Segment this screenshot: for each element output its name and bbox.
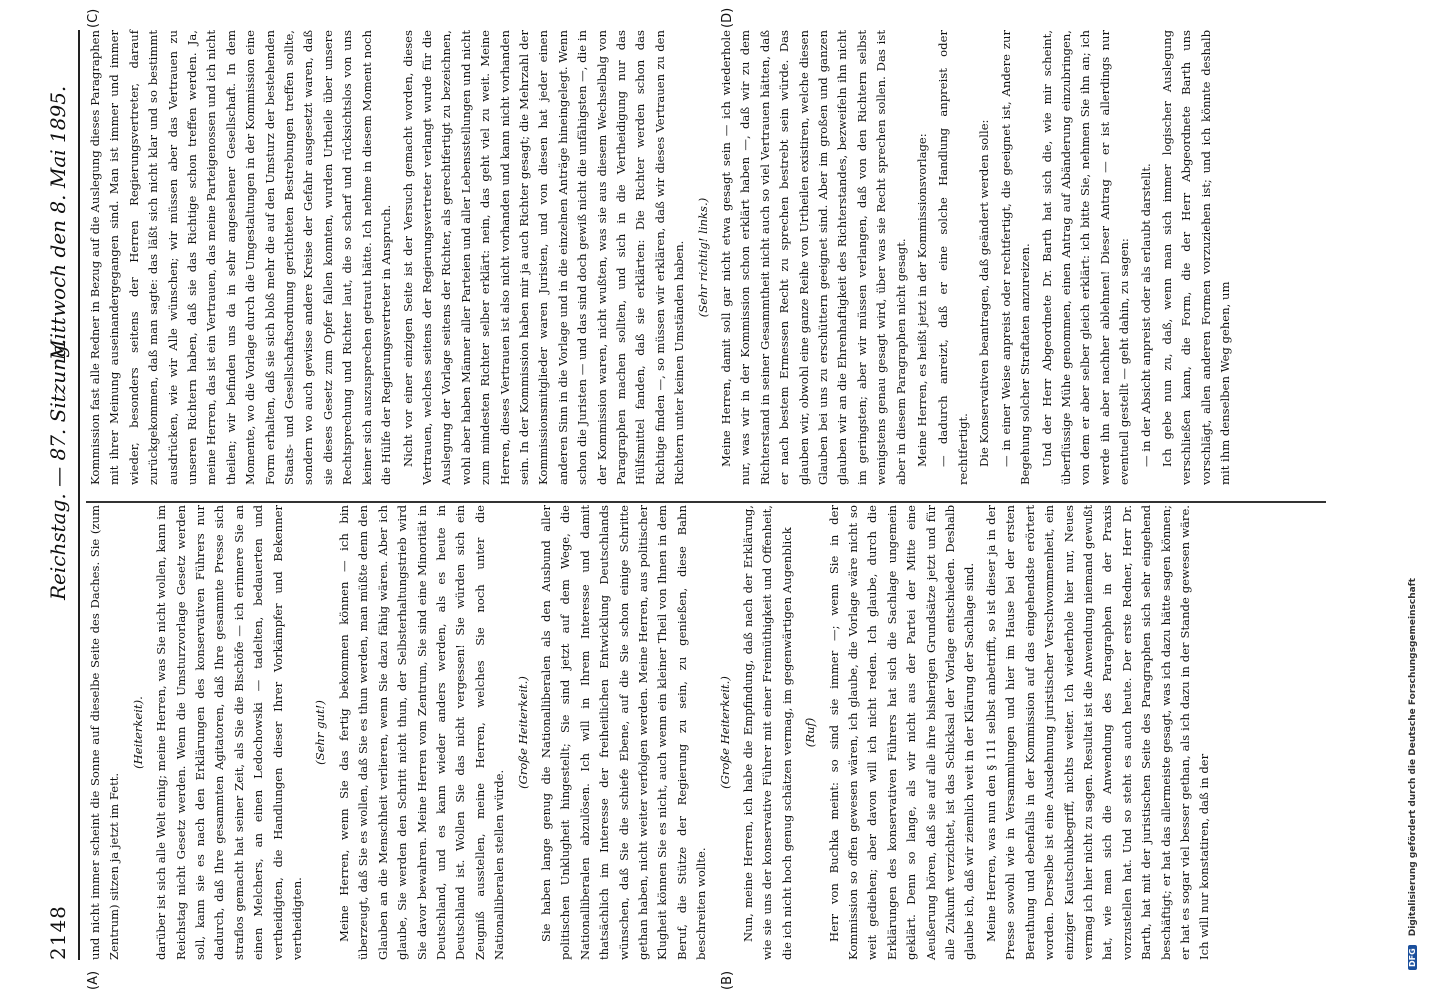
paragraph: darüber ist sich alle Welt einig; meine Herren, was Sie nicht wollen, kann im Reichstag nicht Gesetz werden. Wenn die Umsturzvorlage Gesetz werden soll, kann sie es nach den Erklärungen des konservativen Führers nur dadurch, daß Ihre gesammten Agitatoren, daß Ihre gesammte Presse sich straflos gemacht hat seiner Zeit, als Sie die Bischöfe — ich erinnere Sie an einen Melchers, an einen Ledochowski — tadelten, bedauerten und vertheidigten, die Handlungen dieser Ihrer Vorkämpfer und Bekenner vertheidigten.: [154, 505, 305, 960]
page-number: 2148: [46, 905, 70, 960]
paragraph: Meine Herren, was nun den § 111 selbst anbetrifft, so ist dieser ja in der Presse sowohl wie in Versammlungen und hier im Hause bei der ersten Berathung und ebenfalls in der Kommission auf das eingehendste erörtert worden. Derselbe ist eine Ausdehnung juristischer Verschwommenheit, ein einziger Kautschukbegriff, nichts weiter. Ich wiederhole hier nur, Neues vermag ich hier nicht zu sagen. Resultat ist die Anwendung niemand gewußt hat, wie man sich die Anwendung des Paragraphen in der Praxis vorzustellen hat. Und so steht es auch heute. Der erste Redner, Herr Dr. Barth, hat mit der juristischen Seite des Paragraphen sich sehr eingehend beschäftigt; er hat das allermeiste gesagt, was ich dazu hätte sagen können; er hat es sogar viel besser gethan, als ich dazu in der Stande gewesen wäre. Ich will nur konstatiren, daß in der: [983, 505, 1212, 960]
margin-letter-b: (B): [720, 970, 735, 990]
paragraph: Meine Herren, es heißt jetzt in der Kommissionsvorlage:: [915, 133, 930, 467]
interjection: (Ruf): [803, 717, 818, 748]
paragraph: Meine Herren, damit soll gar nicht etwa gesagt sein — ich wiederhole nur, was wir in der Kommission schon erklärt haben —, daß wir zu dem Richterstand in seiner Gesammtheit nicht auch so viel Vertrauen hätten, daß er nach bestem Ermessen Recht zu sprechen bestrebt sein würde. Das glauben wir, obwohl eine ganze Reihe von Urtheilen existiren, welche diesen Glauben bei uns zu erschüttern geeignet sind. Aber im großen und ganzen glauben wir an die Ehrenhaftigkeit des Richterstandes, bezweifeln ihn nicht im geringsten; aber wir müssen verlangen, daß von den Richtern selbst wenigstens genau gesagt wird, über was sie Recht sprechen sollen. Das ist aber in diesem Paragraphen nicht gesagt.: [719, 30, 908, 485]
interjection: (Heiterkeit).: [130, 696, 145, 769]
paragraph: Kommission fast alle Redner in Bezug auf die Auslegung dieses Paragraphen mit ihrer Meinung auseinandergegangen sind. Man ist immer und immer wieder, besonders seitens der Herren Regierungsvertreter, darauf zurückgekommen, daß man sagte: das läßt sich nicht klar und so bestimmt ausdrücken, wie wir Alle wünschen; wir müssen aber das Vertrauen zu unseren Richtern haben, daß sie das Richtige schon treffen werden. Ja, meine Herren, das ist ein Vertrauen, das meine Parteigenossen und ich nicht theilen; wir befinden uns da in sehr angesehener Gesellschaft. In dem Momente, wo die Vorlage durch die Umgestaltungen in der Kommission eine Form erhalten, daß sie sich bloß mehr die auf den Umsturz der bestehenden Staats- und Gesellschaftsordnung gerichteten Bestrebungen treffen sollte, sondern wo auch gewisse andere Kreise der Gefahr ausgesetzt waren, daß sie dieses Gesetz zum Opfer fallen konnten, wurden Urtheile über unsere Rechtsprechung und Richter laut, die so scharf und rücksichtslos von uns keiner sich auszusprechen getraut hätte. Ich nehme in diesem Moment noch die Hülfe der Regierungsvertreter in Anspruch.: [88, 30, 394, 485]
interjection: (Große Heiterkeit.): [717, 676, 732, 789]
quote: — in einer Weise anpreist oder rechtfertigt, die geeignet ist, Andere zur Begehung solcher Straftaten anzureizen.: [998, 30, 1033, 485]
digitization-credit: [1408, 30, 1424, 970]
column-divider: [86, 501, 1326, 503]
header-rule: [78, 30, 80, 960]
margin-letter-d: (D): [720, 7, 735, 28]
interjection: (Sehr gut!): [313, 700, 328, 765]
session-date: Mittwoch den 8. Mai 1895.: [46, 85, 70, 360]
quote: — dadurch anreizt, daß er eine solche Handlung anpreist oder rechtfertigt.: [936, 30, 970, 485]
paragraph: Herr von Buchka meint: so sind sie immer —; wenn Sie in der Kommission so offen gewesen wären, ich glaube, die Vorlage wäre nicht so weit gediehen; aber davon will ich nicht reden. Ich glaube, durch die Erklärungen des konservativen Führers hat sich die Sachlage ungemein geklärt. Denn so lange, als wir nicht aus der Partei der Mitte eine Aeußerung hören, daß sie auf alle ihre bisherigen Grundsätze jetzt und für alle Zukunft verzichtet, ist das Schicksal der Vorlage entschieden. Deshalb glaube ich, daß wir ziemlich weit in der Klärung der Sachlage sind.: [826, 505, 977, 960]
quote: — in der Absicht anpreist oder als erlaubt darstellt.: [1138, 163, 1153, 467]
interjection: (Große Heiterkeit.): [515, 676, 530, 789]
paragraph: Und der Herr Abgeordnete Dr. Barth hat sich die, wie mir scheint, überflüssige Mühe genommen, einen Antrag auf Abänderung einzubringen, von dem er aber selber gleich erklärt: ich bitte Sie, nehmen Sie ihn an; ich werde ihn aber nachher ablehnen! Dieser Antrag — er ist allerdings nur eventuell gestellt — geht dahin, zu sagen:: [1039, 30, 1132, 485]
paragraph: Sie haben lange genug die Nationalliberalen als den Ausbund aller politischen Unklugheit hingestellt; Sie sind jetzt auf dem Wege, die Nationalliberalen abzulösen. Ich will in Ihrem Interesse und damit thatsächlich im Interesse der freiheitlichen Entwicklung Deutschlands wünschen, daß Sie die schiefe Ebene, auf die Sie schon einige Schritte gethan haben, nicht weiter verfolgen werden. Meine Herren, aus politischer Klugheit können Sie es nicht, auch wenn ein kleiner Theil von Ihnen in dem Beruf, die Stütze der Regierung zu sein, zu genießen, diese Bahn beschreiten wollte.: [538, 505, 709, 960]
margin-letter-c: (C): [86, 8, 101, 28]
interjection: (Sehr richtig! links.): [695, 197, 710, 318]
left-column: [86, 505, 1217, 960]
margin-letter-a: (A): [86, 970, 101, 990]
paragraph: Meine Herren, wenn Sie das fertig bekommen können — ich bin überzeugt, daß Sie es wollen, daß Sie es thun werden, man müßte denn den Glauben an die Menschheit verlieren, wenn Sie dazu fähig wären. Aber ich glaube, Sie werden den Schritt nicht thun, der Selbsterhaltungstrieb wird Sie davor bewahren. Meine Herren vom Zentrum, Sie sind eine Minorität in Deutschland, und es kann wieder anders werden, als es heute in Deutschland ist. Wollen Sie das nicht vergessen! Sie würden sich ein Zeugniß ausstellen, meine Herren, welches Sie noch unter die Nationalliberalen stellen würde.: [336, 505, 507, 960]
paragraph: Ich gebe nun zu, daß, wenn man sich immer logischer Auslegung verschließen kann, die Form, die der Herr Abgeordnete Barth uns vorschlägt, allen anderen Formen vorzuziehen ist; und ich könnte deshalb mit ihm denselben Weg gehen, um: [1159, 30, 1233, 485]
page-header: [38, 0, 78, 1000]
dfg-logo: DFG: [1408, 945, 1417, 970]
right-column: [86, 30, 1238, 485]
paragraph: Nun, meine Herren, ich habe die Empfindung, daß nach der Erklärung, wie sie uns der konservative Führer mit einer Freimüthigkeit und Offenheit, die ich nicht hoch genug schätzen vermag, im gegenwärtigen Augenblick: [741, 505, 794, 960]
session-title: Reichstag. — 87. Sitzung.: [46, 338, 70, 600]
paragraph: Nicht vor einer einzigen Seite ist der Versuch gemacht worden, dieses Vertrauen, welches seitens der Regierungsvertreter verlangt wurde für die Auslegung der Vorlage seitens der Richter, als gerechtfertigt zu bezeichnen, wohl aber haben Männer aller Parteien und aller Lebensstellungen und nicht zum mindesten Richter selber erklärt: nein, das geht viel zu weit. Meine Herren, dieses Vertrauen ist also nicht vorhanden und kann nicht vorhanden sein. In der Kommission haben mir ja auch Richter gesagt; die Mehrzahl der Kommissionsmitglieder waren Juristen, und von diesen hat jeder einen anderen Sinn in die Vorlage und in die einzelnen Anträge hineingelegt. Wenn schon die Juristen — und das sind doch gewiß nicht die unfähigsten —, die in der Kommission waren, nicht wußten, was sie aus diesem Wechselbalg von Paragraphen machen sollten, und sich in die Vertheidigung nur das Hülfsmittel fanden, daß sie erklärten: Die Richter werden schon das Richtige finden —, so müssen wir erklären, daß wir dieses Vertrauen zu den Richtern unter keinen Umständen haben.: [400, 29, 687, 485]
paragraph: und nicht immer scheint die Sonne auf dieselbe Seite des Daches. Sie (zum Zentrum) sitzen ja jetzt im Fett.: [88, 505, 122, 960]
credit-text: Digitalisierung gefördert durch die Deutsche Forschungsgemeinschaft: [1408, 578, 1418, 937]
paragraph: Die Konservativen beantragen, daß geändert werden solle:: [977, 119, 992, 467]
